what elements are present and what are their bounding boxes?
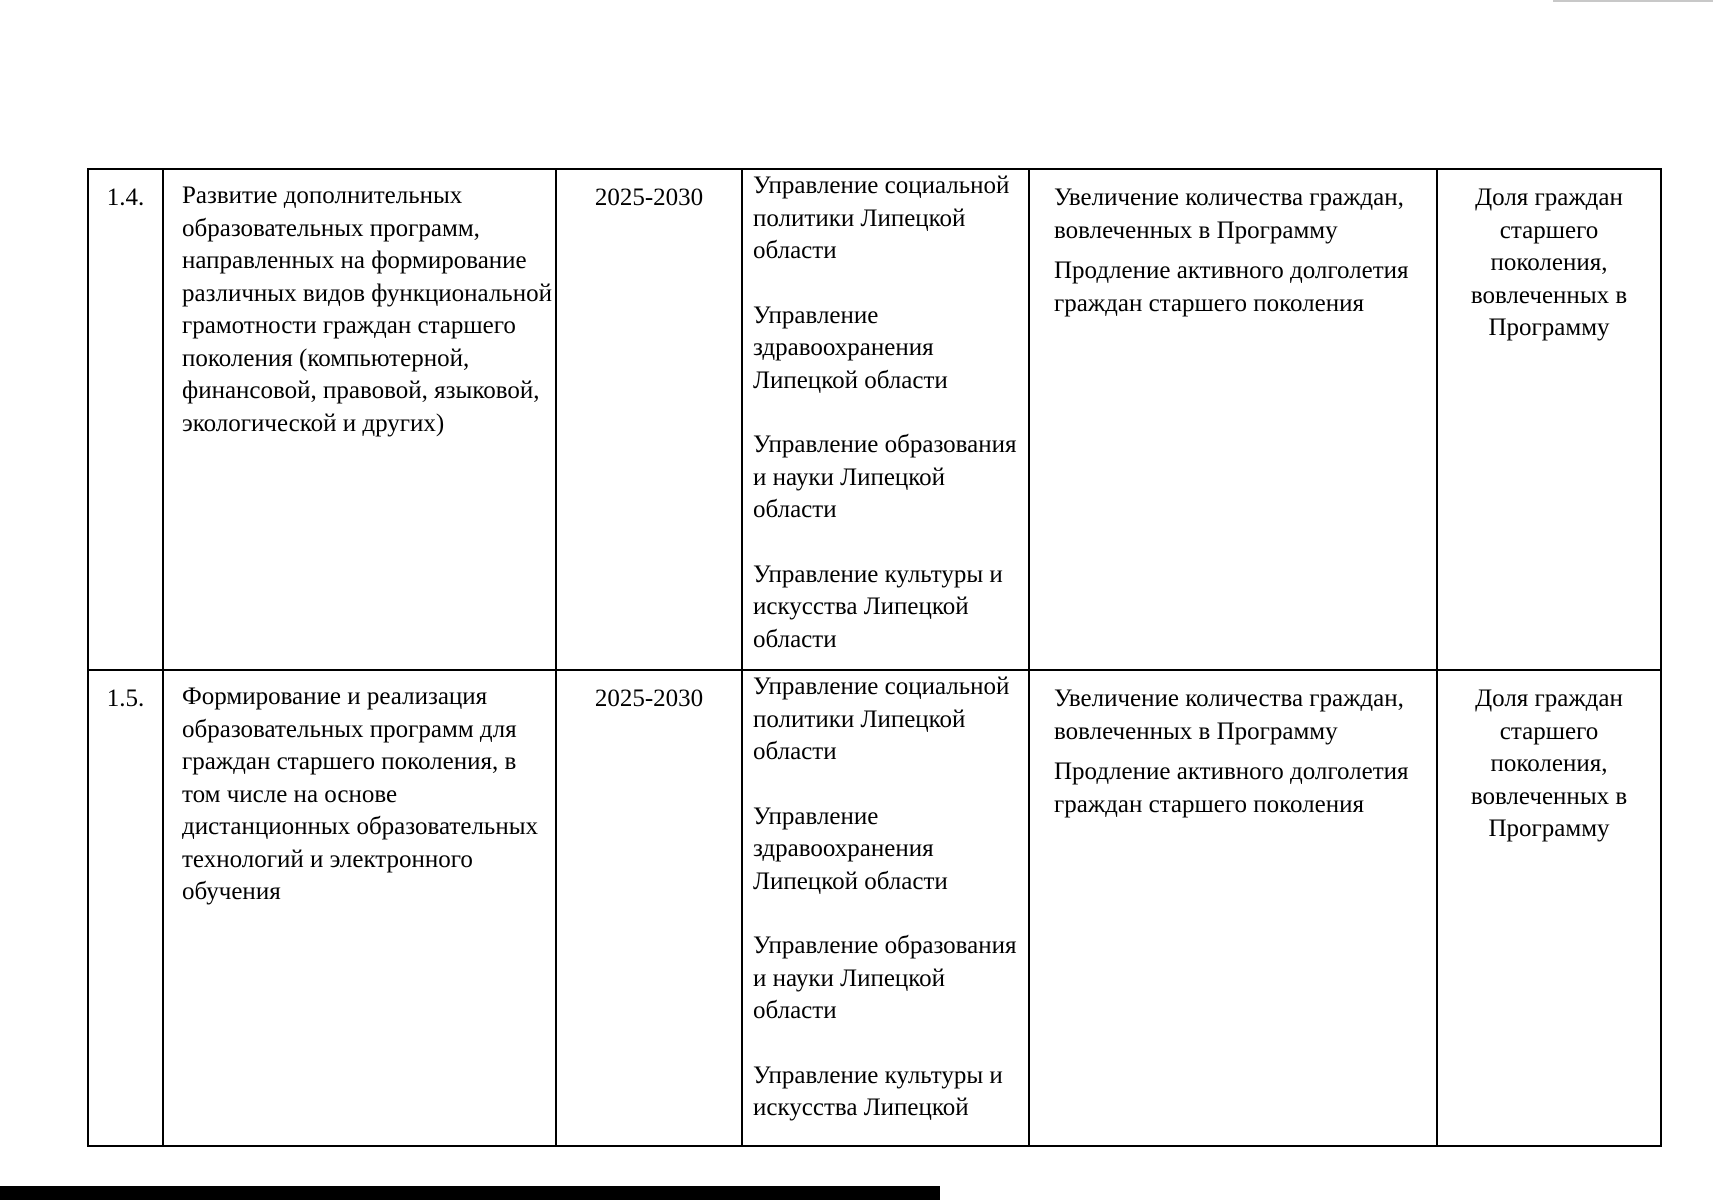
activities-table xyxy=(87,168,1662,1147)
expected-results-cell xyxy=(1029,169,1437,670)
executor-item: Управление образования и науки Липецкой области xyxy=(753,932,1017,1024)
table-row xyxy=(88,670,1661,1146)
row-number: 1.5. xyxy=(88,670,163,1146)
executor-item: Управление здравоохранения Липецкой области xyxy=(753,802,948,895)
executors-cell xyxy=(742,670,1029,1146)
executors-cell xyxy=(742,169,1029,670)
implementation-period: 2025-2030 xyxy=(556,670,742,1146)
result-item: Увеличение количества граждан, вовлеченных в Программу xyxy=(1054,685,1404,745)
indicator-cell: Доля граждан старшего поколения, вовлеченных в Программу xyxy=(1437,670,1661,1146)
scan-artifact-top xyxy=(1553,0,1713,2)
activity-name: Формирование и реализация образовательных программ для граждан старшего поколения, в том числе на основе дистанционных образовательных технологий и электронного обучения xyxy=(163,670,556,1146)
implementation-period: 2025-2030 xyxy=(556,169,742,670)
result-item: Продление активного долголетия граждан старшего поколения xyxy=(1054,758,1409,818)
executor-item: Управление культуры и искусства Липецкой области xyxy=(753,560,1003,653)
result-item: Увеличение количества граждан, вовлеченных в Программу xyxy=(1054,184,1404,244)
indicator-cell: Доля граждан старшего поколения, вовлеченных в Программу xyxy=(1437,169,1661,670)
executor-item: Управление здравоохранения Липецкой области xyxy=(753,301,948,394)
activity-name: Развитие дополнительных образовательных программ, направленных на формирование различных видов функциональной грамотности граждан старшего поколения (компьютерной, финансовой, правовой, языковой, экологической и других) xyxy=(163,169,556,670)
executor-item: Управление образования и науки Липецкой области xyxy=(753,431,1017,523)
executor-item: Управление культуры и искусства Липецкой xyxy=(753,1061,1003,1121)
executor-item: Управление социальной политики Липецкой области xyxy=(753,673,1010,765)
expected-results-cell xyxy=(1029,670,1437,1146)
scan-artifact-bottom xyxy=(0,1186,940,1200)
result-item: Продление активного долголетия граждан старшего поколения xyxy=(1054,257,1409,317)
row-number: 1.4. xyxy=(88,169,163,670)
table-row xyxy=(88,169,1661,670)
executor-item: Управление социальной политики Липецкой области xyxy=(753,172,1010,264)
